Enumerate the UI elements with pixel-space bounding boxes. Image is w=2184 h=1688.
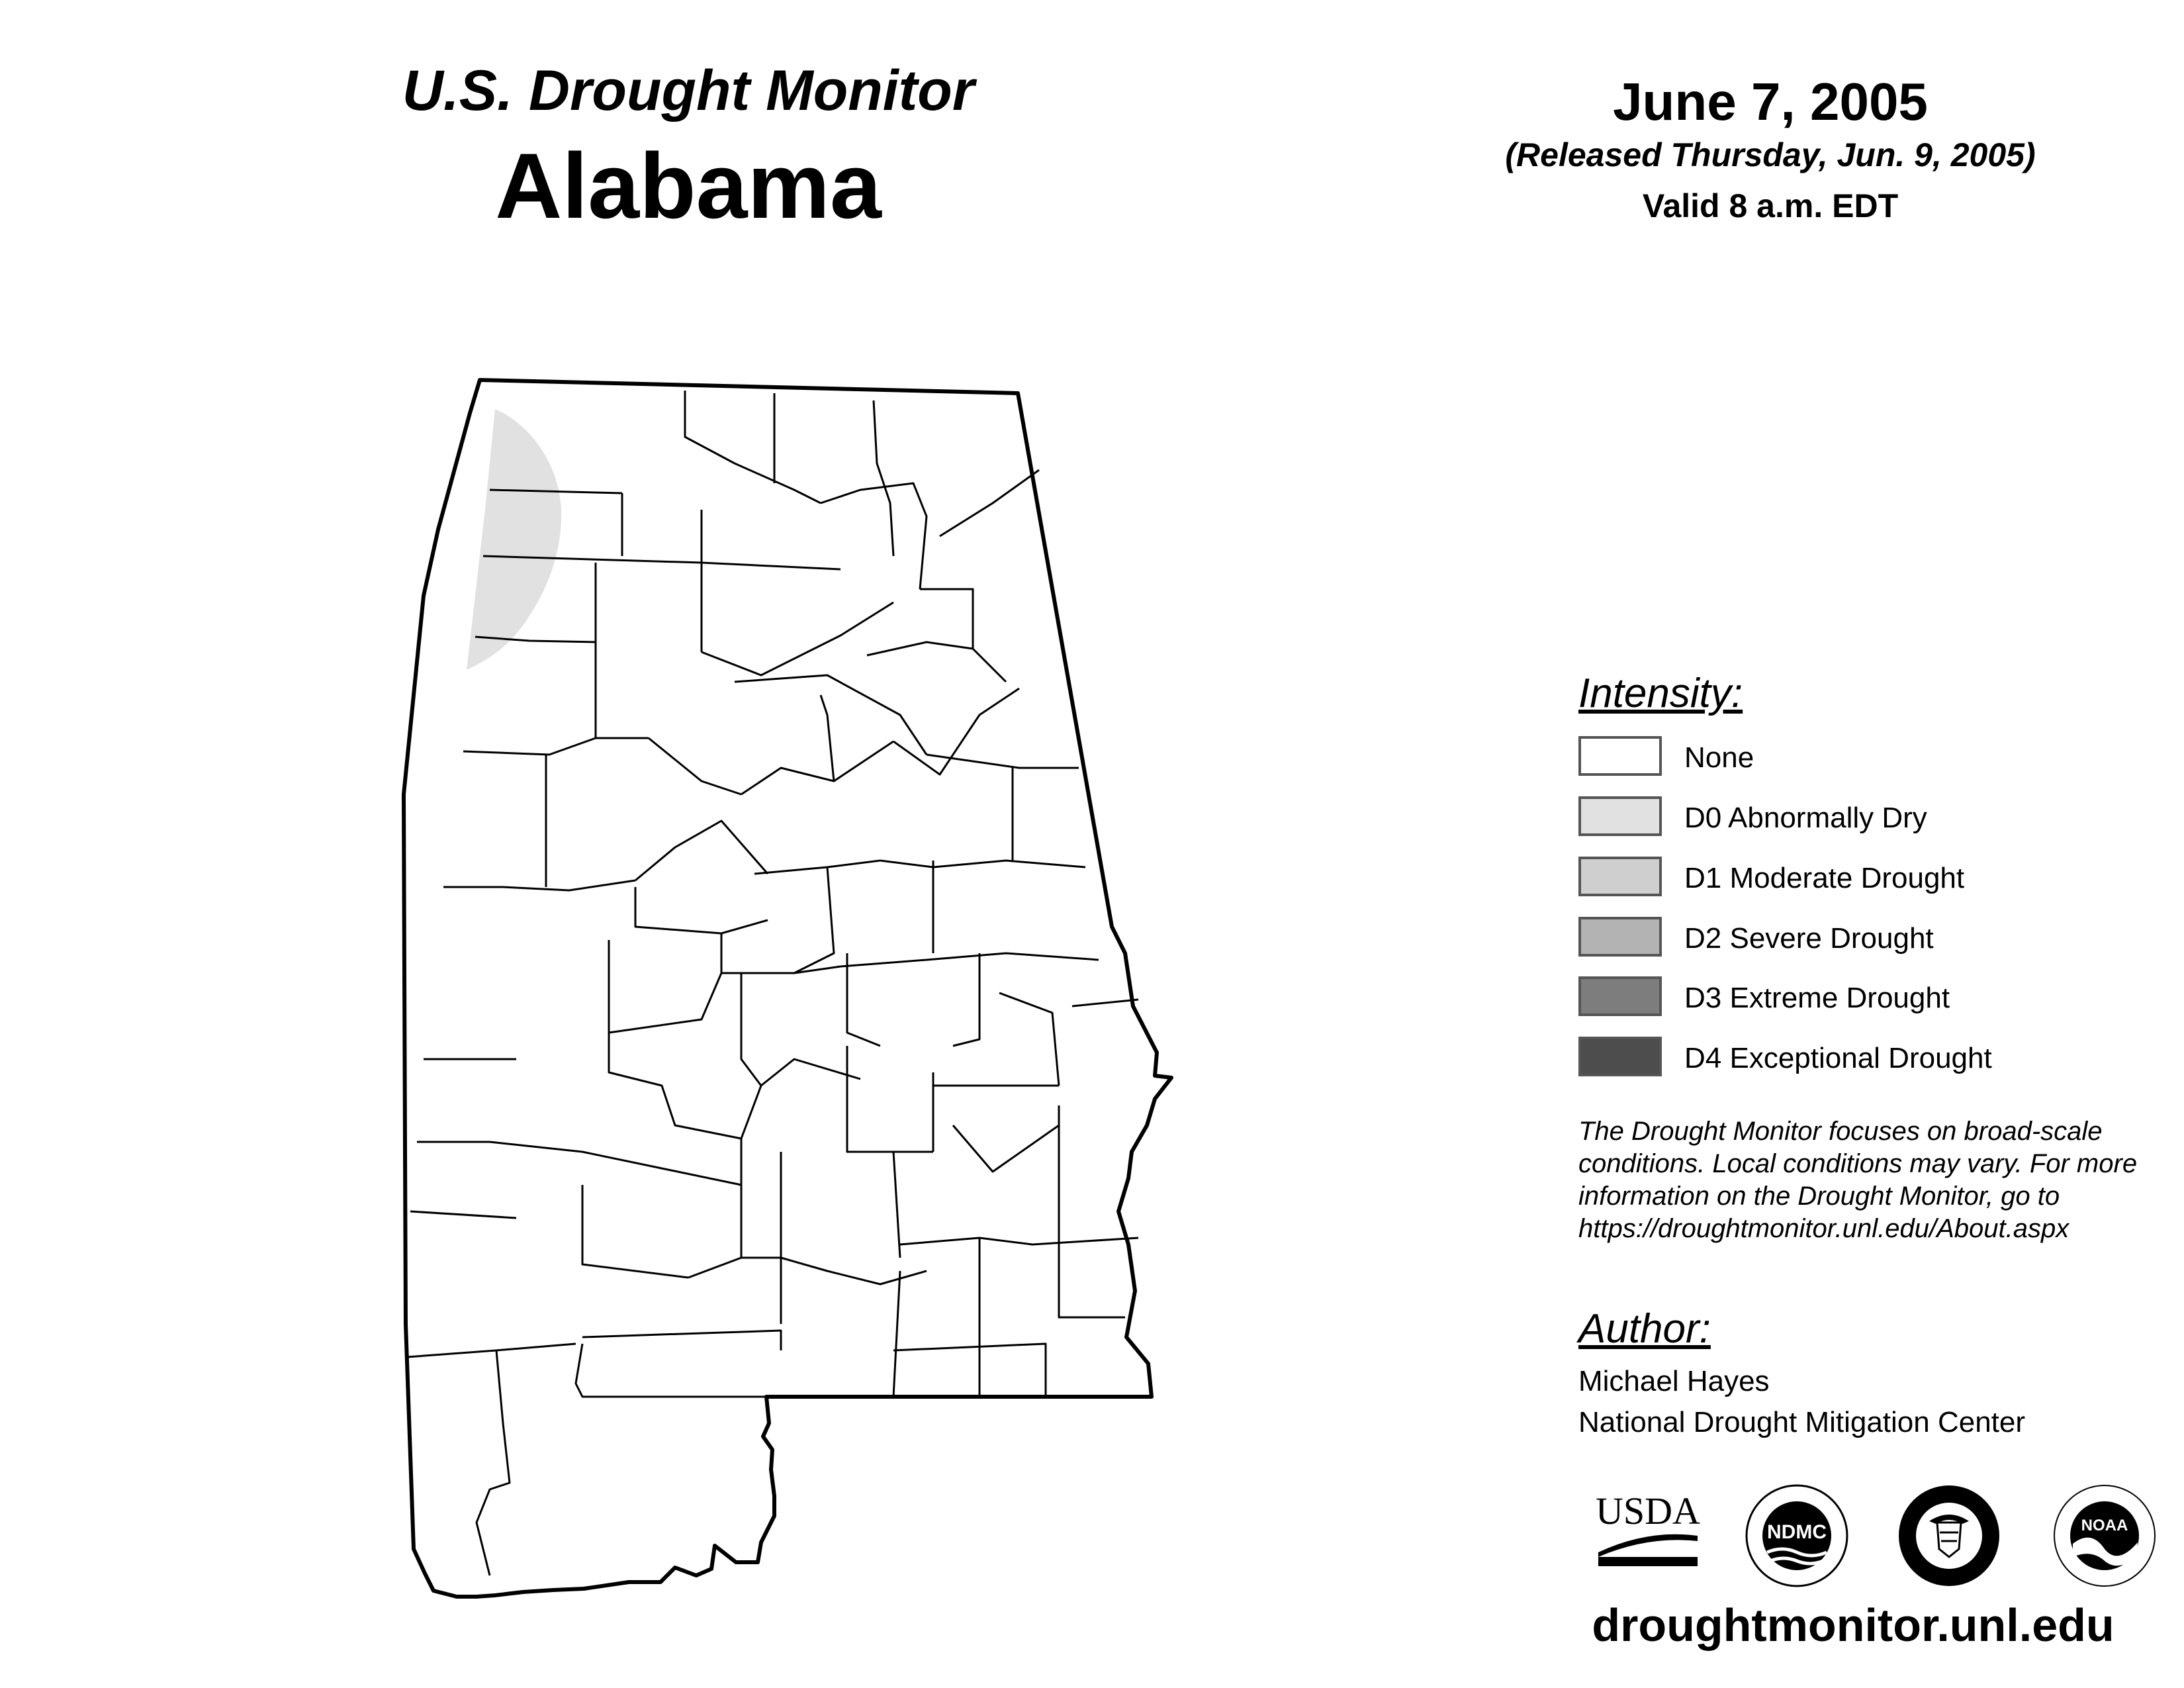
legend-label: None	[1684, 741, 1754, 774]
legend-swatch	[1578, 1037, 1662, 1076]
author-name: Michael Hayes	[1578, 1365, 1770, 1397]
map-title: Alabama	[495, 134, 882, 238]
ndmc-logo-icon	[1744, 1483, 1850, 1589]
legend-label: D2 Severe Drought	[1684, 922, 1934, 955]
valid-time: Valid 8 a.m. EDT	[1642, 187, 1899, 224]
note-link[interactable]: https://droughtmonitor.unl.edu/About.aspx	[1578, 1214, 2070, 1243]
note-line: conditions. Local conditions may vary. For more	[1578, 1149, 2138, 1178]
noaa-logo-text: NOAA	[2081, 1517, 2128, 1534]
author-title: Author:	[1578, 1306, 1711, 1352]
legend-label: D1 Moderate Drought	[1684, 862, 1965, 894]
usda-logo-text: USDA	[1596, 1489, 1700, 1532]
map-subtitle: U.S. Drought Monitor	[402, 59, 975, 122]
website-link[interactable]: droughtmonitor.unl.edu	[1592, 1599, 2115, 1651]
legend-label: D0 Abnormally Dry	[1684, 802, 1927, 834]
legend-swatch	[1578, 857, 1662, 896]
legend-label: D3 Extreme Drought	[1684, 982, 1950, 1014]
legend-swatch	[1578, 917, 1662, 957]
legend-swatch	[1578, 736, 1662, 776]
legend-title: Intensity:	[1578, 671, 1743, 716]
department-of-commerce-seal-icon	[1896, 1483, 2002, 1589]
noaa-logo-icon	[2052, 1483, 2158, 1589]
ndmc-logo-text: NDMC	[1767, 1521, 1827, 1543]
legend-swatch	[1578, 976, 1662, 1016]
author-organization: National Drought Mitigation Center	[1578, 1406, 2026, 1438]
map-date: June 7, 2005	[1613, 72, 1928, 131]
legend-swatch	[1578, 796, 1662, 836]
usda-logo-icon	[1595, 1483, 1701, 1569]
note-line: The Drought Monitor focuses on broad-scale	[1578, 1117, 2103, 1146]
legend-label: D4 Exceptional Drought	[1684, 1042, 1992, 1074]
d0-drought-area	[467, 409, 561, 670]
note-line: information on the Drought Monitor, go to	[1578, 1182, 2060, 1211]
disclaimer-note	[1578, 1115, 2174, 1245]
release-date: (Released Thursday, Jun. 9, 2005)	[1505, 136, 2036, 173]
